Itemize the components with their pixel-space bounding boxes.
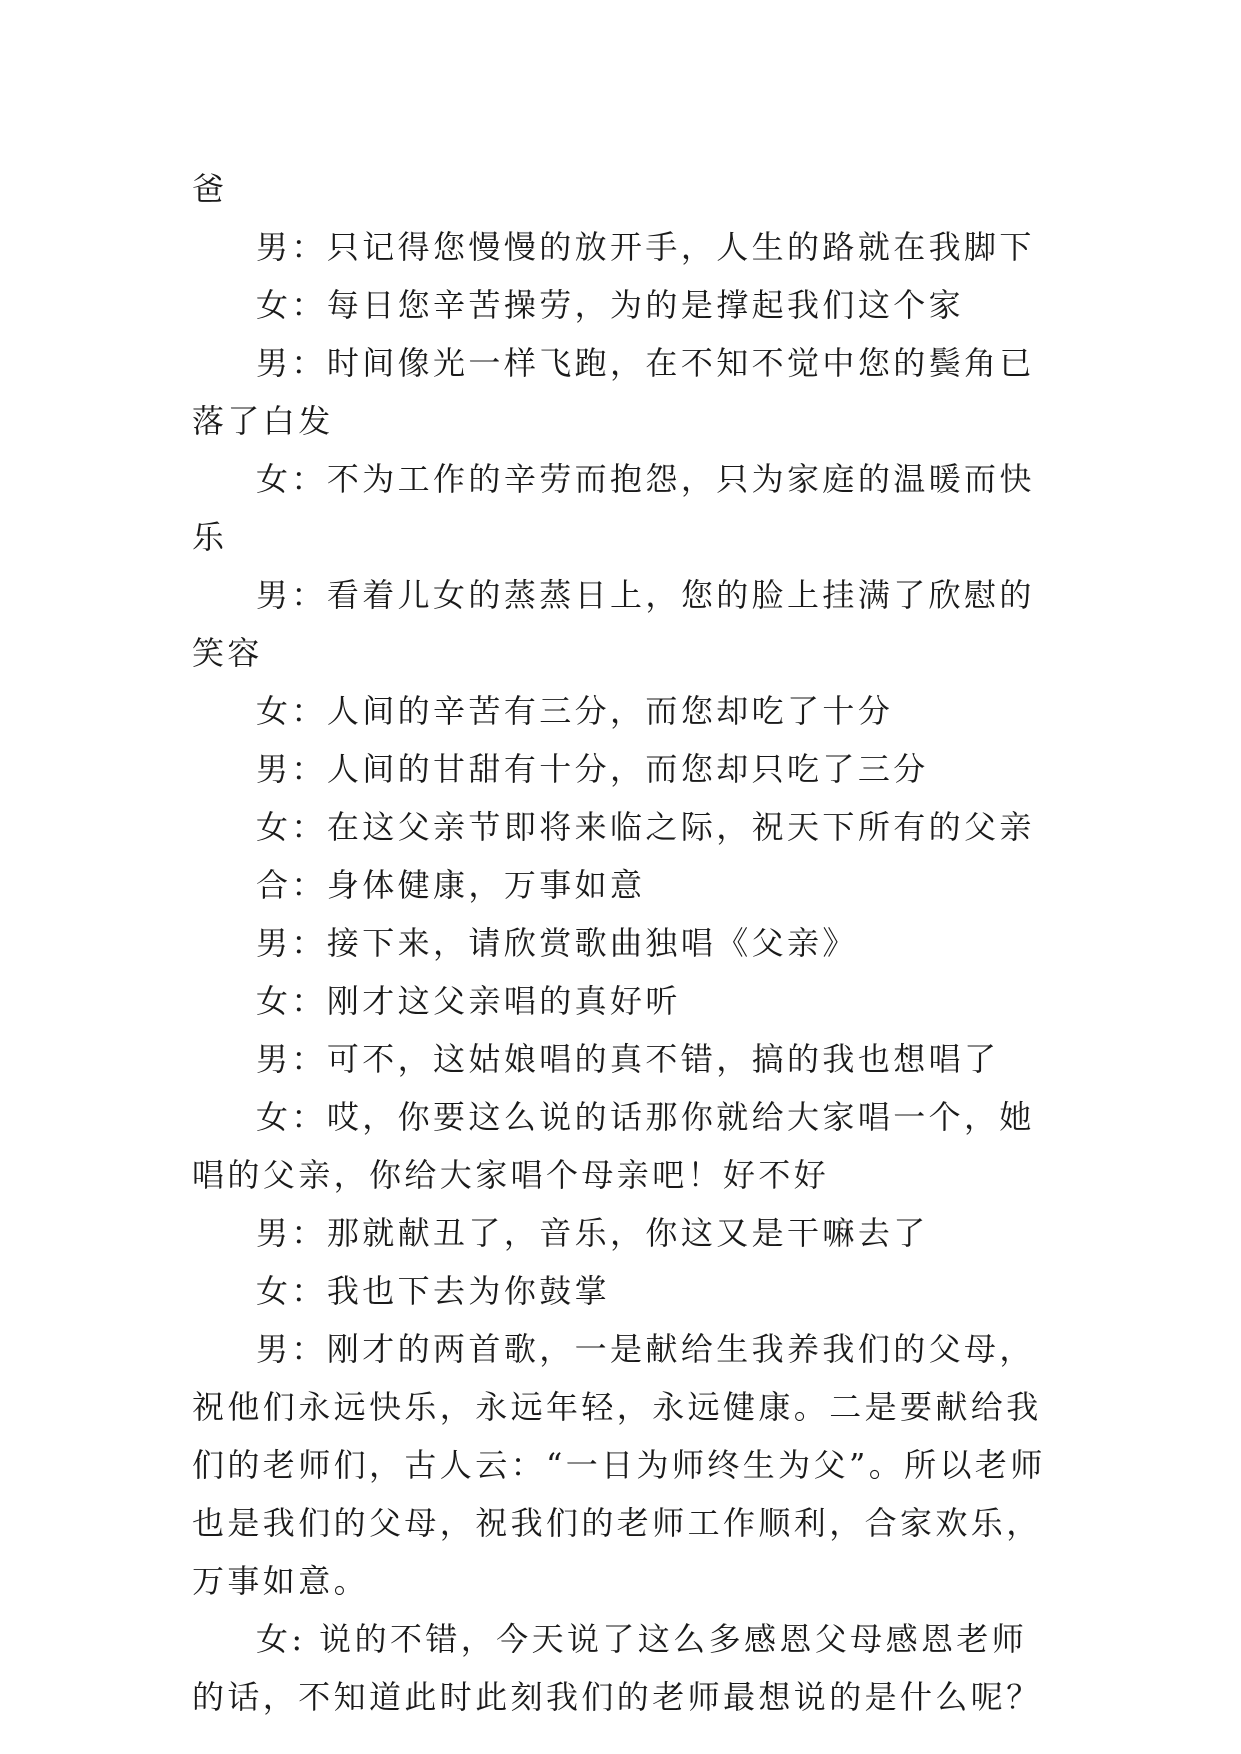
dialogue-line-14 xyxy=(192,1204,1062,1262)
speaker-label: 男 xyxy=(256,1214,292,1252)
dialogue-line-9 xyxy=(192,856,1062,914)
dialogue-text: 说的不错，今天说了这么多感恩父母感恩老师的话，不知道此时此刻我们的老师最想说的是什么呢？ xyxy=(192,1620,1042,1716)
dialogue-text: 每日您辛苦操劳，为的是撑起我们这个家 xyxy=(326,286,965,324)
dialogue-line-2 xyxy=(192,276,1062,334)
speaker-colon: ： xyxy=(291,1272,327,1310)
speaker-label: 合 xyxy=(256,866,292,904)
dialogue-text: 人间的甘甜有十分，而您却只吃了三分 xyxy=(326,750,929,788)
speaker-label: 男 xyxy=(256,228,292,266)
speaker-label: 男 xyxy=(256,924,292,962)
dialogue-text: 时间像光一样飞跑，在不知不觉中您的鬓角已落了白发 xyxy=(192,344,1035,440)
speaker-colon: ： xyxy=(291,1214,327,1252)
paragraph-0 xyxy=(192,160,1062,218)
speaker-colon: ： xyxy=(291,866,327,904)
dialogue-line-15 xyxy=(192,1262,1062,1320)
dialogue-text: 刚才这父亲唱的真好听 xyxy=(326,982,681,1020)
dialogue-line-10 xyxy=(192,914,1062,972)
speaker-label: 男 xyxy=(256,750,292,788)
dialogue-text: 只记得您慢慢的放开手，人生的路就在我脚下 xyxy=(326,228,1035,266)
speaker-colon: ： xyxy=(291,344,327,382)
dialogue-text: 刚才的两首歌，一是献给生我养我们的父母，祝他们永远快乐，永远年轻，永远健康。二是要献给我们的老师们，古人云：“一日为师终生为父”。所以老师也是我们的父母，祝我们的老师工作顺利，合家欢乐，万事如意。 xyxy=(192,1330,1046,1600)
dialogue-text: 接下来，请欣赏歌曲独唱《父亲》 xyxy=(326,924,858,962)
speaker-colon: ： xyxy=(291,1040,327,1078)
speaker-label: 男 xyxy=(256,1040,292,1078)
dialogue-line-4 xyxy=(192,450,1062,566)
speaker-label: 女 xyxy=(256,286,292,324)
speaker-label: 女 xyxy=(256,982,292,1020)
dialogue-line-17 xyxy=(192,1610,1062,1726)
speaker-label: 男 xyxy=(256,344,292,382)
speaker-colon: ： xyxy=(291,692,327,730)
dialogue-text: 人间的辛苦有三分，而您却吃了十分 xyxy=(326,692,894,730)
dialogue-line-6 xyxy=(192,682,1062,740)
speaker-colon: ： xyxy=(291,460,327,498)
dialogue-line-8 xyxy=(192,798,1062,856)
speaker-colon: ： xyxy=(291,576,327,614)
dialogue-line-16 xyxy=(192,1320,1062,1610)
dialogue-text: 不为工作的辛劳而抱怨，只为家庭的温暖而快乐 xyxy=(192,460,1035,556)
dialogue-line-13 xyxy=(192,1088,1062,1204)
speaker-label: 女 xyxy=(256,692,292,730)
dialogue-text: 看着儿女的蒸蒸日上，您的脸上挂满了欣慰的笑容 xyxy=(192,576,1035,672)
speaker-colon: ： xyxy=(291,982,327,1020)
dialogue-text: 那就献丑了，音乐，你这又是干嘛去了 xyxy=(326,1214,929,1252)
speaker-label: 女 xyxy=(256,1272,292,1310)
speaker-label: 男 xyxy=(256,576,292,614)
dialogue-line-7 xyxy=(192,740,1062,798)
dialogue-text: 我也下去为你鼓掌 xyxy=(326,1272,611,1310)
dialogue-text: 可不，这姑娘唱的真不错，搞的我也想唱了 xyxy=(326,1040,1000,1078)
speaker-colon: : xyxy=(291,1620,306,1658)
speaker-colon: ： xyxy=(291,1330,327,1368)
speaker-colon: ： xyxy=(291,228,327,266)
speaker-label: 女 xyxy=(256,460,292,498)
document-body xyxy=(192,160,1062,1726)
dialogue-line-1 xyxy=(192,218,1062,276)
speaker-colon: ： xyxy=(291,286,327,324)
dialogue-line-12 xyxy=(192,1030,1062,1088)
speaker-colon: ： xyxy=(291,750,327,788)
dialogue-line-11 xyxy=(192,972,1062,1030)
speaker-label: 男 xyxy=(256,1330,292,1368)
dialogue-line-3 xyxy=(192,334,1062,450)
paragraph-text: 爸 xyxy=(192,170,228,208)
dialogue-line-5 xyxy=(192,566,1062,682)
dialogue-text: 身体健康，万事如意 xyxy=(326,866,646,904)
speaker-colon: ： xyxy=(291,924,327,962)
speaker-label: 女 xyxy=(256,1098,292,1136)
speaker-label: 女 xyxy=(256,1620,292,1658)
dialogue-text: 在这父亲节即将来临之际，祝天下所有的父亲 xyxy=(326,808,1035,846)
speaker-label: 女 xyxy=(256,808,292,846)
speaker-colon: ： xyxy=(291,808,327,846)
dialogue-text: 哎，你要这么说的话那你就给大家唱一个，她唱的父亲，你给大家唱个母亲吧！好不好 xyxy=(192,1098,1035,1194)
speaker-colon: ： xyxy=(291,1098,327,1136)
